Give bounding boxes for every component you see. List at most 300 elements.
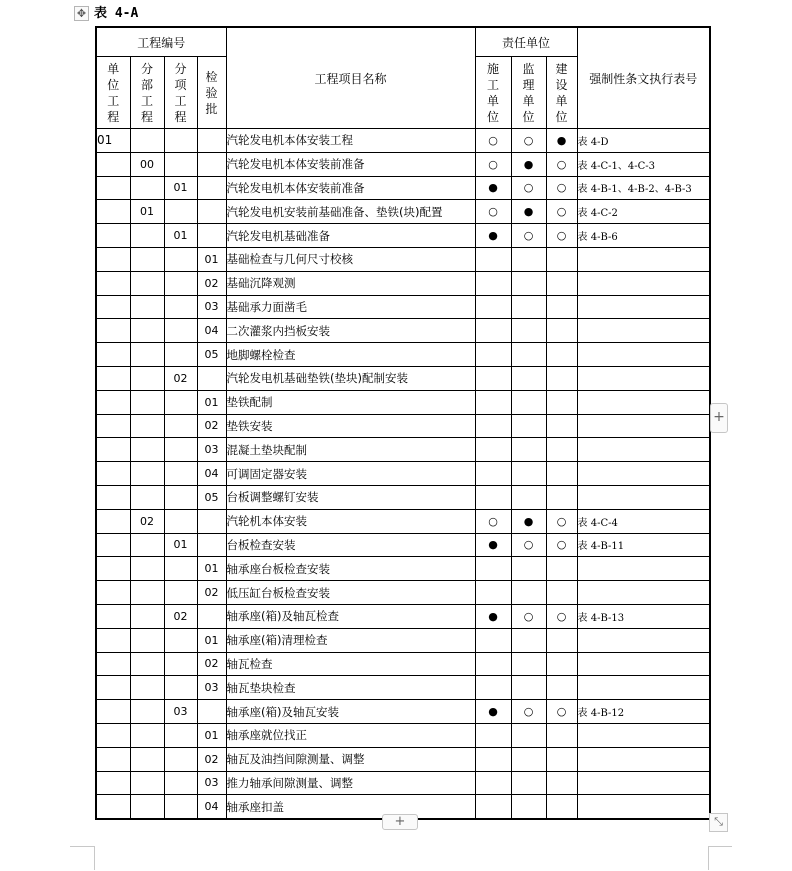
table-resize-handle[interactable] [709,813,728,832]
cell-owner-mark [546,747,577,771]
cell-supervision-mark [511,319,546,343]
cell-batch: 02 [197,581,226,605]
cell-item: 01 [164,176,197,200]
cell-name: 可调固定器安装 [226,462,475,486]
cell-batch: 05 [197,343,226,367]
cell-supervision-mark [511,247,546,271]
cell-owner-mark [546,795,577,819]
cell-supervision-mark [511,581,546,605]
cell-batch [197,200,226,224]
cell-construction-mark [475,628,511,652]
cell-unit [96,390,130,414]
cell-sub [130,319,164,343]
cell-unit [96,366,130,390]
cell-supervision-mark [511,747,546,771]
cell-supervision-mark [511,462,546,486]
cell-supervision-mark [511,557,546,581]
cell-unit [96,557,130,581]
cell-construction-mark [475,485,511,509]
cell-name: 轴瓦检查 [226,652,475,676]
cell-supervision-mark [511,390,546,414]
cell-sub [130,414,164,438]
cell-name: 推力轴承间隙测量、调整 [226,771,475,795]
cell-unit [96,604,130,628]
cell-batch: 02 [197,271,226,295]
cell-sub [130,795,164,819]
cell-code [577,295,710,319]
cell-sub: 00 [130,152,164,176]
cell-construction-mark: ● [475,700,511,724]
cell-item [164,557,197,581]
cell-sub [130,247,164,271]
header-item-project: 分项工程 [164,57,197,129]
cell-code [577,438,710,462]
cell-name: 汽轮发电机安装前基础准备、垫铁(块)配置 [226,200,475,224]
cell-code [577,414,710,438]
table-row [96,176,710,200]
cell-code: 表 4-B-6 [577,224,710,248]
cell-unit [96,319,130,343]
cell-construction-mark [475,795,511,819]
cell-supervision-mark [511,295,546,319]
cell-owner-mark: ○ [546,509,577,533]
cell-construction-mark [475,390,511,414]
cell-batch: 01 [197,628,226,652]
cell-construction-mark: ● [475,533,511,557]
cell-name: 二次灌浆内挡板安装 [226,319,475,343]
cell-construction-mark: ○ [475,129,511,153]
cell-supervision-mark [511,271,546,295]
cell-batch: 01 [197,557,226,581]
cell-item [164,271,197,295]
table-move-handle[interactable] [74,6,89,21]
cell-construction-mark [475,462,511,486]
table-row [96,295,710,319]
cell-code: 表 4-B-12 [577,700,710,724]
header-unit-project: 单位工程 [96,57,130,129]
cell-name: 轴瓦垫块检查 [226,676,475,700]
cell-owner-mark [546,271,577,295]
table-row [96,462,710,486]
cell-code [577,271,710,295]
cell-batch [197,533,226,557]
cell-unit [96,676,130,700]
cell-construction-mark [475,247,511,271]
cell-batch: 03 [197,771,226,795]
page-corner-mark [70,846,94,871]
cell-code [577,390,710,414]
cell-supervision-mark [511,414,546,438]
table-row [96,366,710,390]
cell-unit [96,247,130,271]
cell-name: 台板调整螺钉安装 [226,485,475,509]
cell-sub [130,343,164,367]
cell-unit [96,414,130,438]
cell-owner-mark [546,295,577,319]
cell-construction-mark [475,295,511,319]
cell-code: 表 4-C-1、4-C-3 [577,152,710,176]
cell-construction-mark [475,771,511,795]
cell-name: 基础沉降观测 [226,271,475,295]
cell-item [164,343,197,367]
page-corner-mark [708,846,732,871]
cell-sub [130,723,164,747]
cell-owner-mark: ○ [546,700,577,724]
cell-code [577,485,710,509]
cell-supervision-mark: ○ [511,700,546,724]
cell-unit [96,700,130,724]
cell-supervision-mark [511,676,546,700]
cell-item [164,462,197,486]
cell-unit [96,224,130,248]
cell-construction-mark [475,343,511,367]
table-row [96,652,710,676]
header-mandatory-code: 强制性条文执行表号 [577,27,710,129]
cell-code [577,557,710,581]
cell-sub [130,581,164,605]
cell-code: 表 4-C-2 [577,200,710,224]
cell-supervision-mark [511,366,546,390]
cell-sub [130,533,164,557]
cell-batch: 03 [197,295,226,319]
cell-name: 台板检查安装 [226,533,475,557]
cell-sub [130,700,164,724]
cell-code [577,723,710,747]
cell-batch: 02 [197,414,226,438]
table-row [96,604,710,628]
cell-item [164,390,197,414]
cell-unit [96,271,130,295]
cell-name: 地脚螺栓检查 [226,343,475,367]
cell-item [164,295,197,319]
cell-owner-mark [546,414,577,438]
cell-owner-mark [546,247,577,271]
cell-batch: 01 [197,723,226,747]
cell-name: 轴承座(箱)及轴瓦检查 [226,604,475,628]
cell-name: 汽轮机本体安装 [226,509,475,533]
cell-supervision-mark [511,771,546,795]
cell-code [577,628,710,652]
cell-name: 汽轮发电机本体安装前准备 [226,152,475,176]
cell-sub [130,557,164,581]
cell-supervision-mark [511,652,546,676]
cell-unit [96,200,130,224]
cell-name: 轴承座就位找正 [226,723,475,747]
cell-item [164,129,197,153]
cell-construction-mark [475,438,511,462]
table-row [96,581,710,605]
cell-batch: 04 [197,319,226,343]
cell-supervision-mark: ○ [511,129,546,153]
cell-owner-mark [546,628,577,652]
cell-supervision-mark [511,485,546,509]
cell-supervision-mark [511,343,546,367]
cell-code [577,343,710,367]
cell-item [164,509,197,533]
cell-unit [96,438,130,462]
table-row [96,747,710,771]
cell-construction-mark: ○ [475,200,511,224]
cell-owner-mark [546,652,577,676]
cell-construction-mark [475,723,511,747]
cell-name: 轴承座(箱)及轴瓦安装 [226,700,475,724]
cell-sub [130,224,164,248]
add-row-button[interactable] [382,814,418,830]
cell-owner-mark [546,676,577,700]
cell-sub [130,390,164,414]
cell-supervision-mark: ● [511,200,546,224]
cell-owner-mark [546,343,577,367]
table-row [96,271,710,295]
table-row [96,533,710,557]
header-inspection-batch: 检验批 [197,57,226,129]
cell-owner-mark [546,462,577,486]
cell-supervision-mark [511,438,546,462]
add-column-button[interactable] [710,403,728,433]
cell-construction-mark: ○ [475,509,511,533]
header-project-number: 工程编号 [96,27,226,57]
header-project-name: 工程项目名称 [226,27,475,129]
cell-batch [197,700,226,724]
cell-owner-mark: ○ [546,200,577,224]
cell-name: 汽轮发电机本体安装前准备 [226,176,475,200]
cell-supervision-mark: ● [511,509,546,533]
cell-item [164,652,197,676]
cell-owner-mark [546,771,577,795]
cell-item [164,438,197,462]
cell-sub [130,676,164,700]
cell-supervision-mark: ○ [511,224,546,248]
cell-supervision-mark: ● [511,152,546,176]
cell-construction-mark: ○ [475,152,511,176]
cell-unit [96,509,130,533]
cell-owner-mark [546,438,577,462]
table-row [96,152,710,176]
table-row [96,509,710,533]
cell-item [164,628,197,652]
cell-construction-mark: ● [475,224,511,248]
table-row [96,557,710,581]
cell-code: 表 4-B-1、4-B-2、4-B-3 [577,176,710,200]
cell-sub [130,485,164,509]
cell-code [577,795,710,819]
cell-batch [197,176,226,200]
engineering-items-table [95,26,711,820]
cell-code: 表 4-B-13 [577,604,710,628]
cell-name: 垫铁安装 [226,414,475,438]
cell-item: 01 [164,224,197,248]
cell-owner-mark: ● [546,129,577,153]
cell-construction-mark [475,557,511,581]
cell-owner-mark: ○ [546,533,577,557]
table-row [96,390,710,414]
cell-sub: 01 [130,200,164,224]
cell-code [577,747,710,771]
cell-item [164,319,197,343]
move-arrows-icon: ✥ [76,7,87,20]
cell-batch: 02 [197,747,226,771]
cell-unit [96,581,130,605]
cell-batch: 03 [197,676,226,700]
cell-construction-mark [475,747,511,771]
cell-name: 轴瓦及油挡间隙测量、调整 [226,747,475,771]
cell-code [577,319,710,343]
cell-owner-mark: ○ [546,604,577,628]
cell-unit [96,343,130,367]
cell-code [577,247,710,271]
table-row [96,414,710,438]
cell-unit [96,628,130,652]
plus-icon: + [394,814,406,829]
table-row [96,485,710,509]
cell-item [164,723,197,747]
cell-owner-mark [546,557,577,581]
cell-sub [130,271,164,295]
cell-unit [96,533,130,557]
cell-item [164,747,197,771]
cell-name: 轴承座台板检查安装 [226,557,475,581]
header-responsible-unit: 责任单位 [475,27,577,57]
cell-batch [197,366,226,390]
cell-name: 垫铁配制 [226,390,475,414]
cell-batch: 05 [197,485,226,509]
cell-sub [130,438,164,462]
cell-name: 轴承座扣盖 [226,795,475,819]
cell-code [577,366,710,390]
header-construction-unit: 施工单位 [475,57,511,129]
cell-sub [130,628,164,652]
cell-owner-mark [546,390,577,414]
cell-batch [197,224,226,248]
header-owner-unit: 建设单位 [546,57,577,129]
table-row [96,224,710,248]
cell-unit [96,176,130,200]
cell-sub: 02 [130,509,164,533]
cell-code: 表 4-D [577,129,710,153]
cell-construction-mark [475,319,511,343]
cell-batch: 04 [197,795,226,819]
cell-batch: 03 [197,438,226,462]
cell-construction-mark [475,676,511,700]
cell-name: 汽轮发电机基础垫铁(垫块)配制安装 [226,366,475,390]
cell-owner-mark: ○ [546,152,577,176]
cell-construction-mark: ● [475,176,511,200]
cell-batch [197,129,226,153]
cell-sub [130,771,164,795]
cell-owner-mark [546,366,577,390]
cell-construction-mark [475,581,511,605]
cell-supervision-mark: ○ [511,176,546,200]
cell-code [577,771,710,795]
table-row [96,700,710,724]
cell-owner-mark [546,723,577,747]
cell-name: 汽轮发电机基础准备 [226,224,475,248]
cell-construction-mark [475,366,511,390]
table-row [96,771,710,795]
table-row [96,319,710,343]
cell-item [164,200,197,224]
cell-item: 02 [164,604,197,628]
cell-supervision-mark [511,723,546,747]
cell-batch: 04 [197,462,226,486]
cell-item: 03 [164,700,197,724]
cell-owner-mark: ○ [546,176,577,200]
table-row [96,129,710,153]
cell-batch [197,152,226,176]
cell-sub [130,295,164,319]
cell-unit [96,462,130,486]
cell-name: 基础承力面凿毛 [226,295,475,319]
cell-unit [96,723,130,747]
table-row [96,628,710,652]
cell-construction-mark [475,414,511,438]
cell-item: 01 [164,533,197,557]
cell-sub [130,366,164,390]
cell-batch: 02 [197,652,226,676]
plus-icon: + [713,409,725,425]
cell-item [164,414,197,438]
cell-supervision-mark: ○ [511,604,546,628]
table-row [96,247,710,271]
cell-sub [130,747,164,771]
cell-item [164,676,197,700]
cell-name: 混凝土垫块配制 [226,438,475,462]
cell-sub [130,129,164,153]
cell-batch [197,604,226,628]
cell-owner-mark: ○ [546,224,577,248]
cell-code [577,652,710,676]
cell-construction-mark: ● [475,604,511,628]
cell-unit [96,795,130,819]
cell-name: 基础检查与几何尺寸校核 [226,247,475,271]
cell-owner-mark [546,581,577,605]
cell-code [577,462,710,486]
cell-supervision-mark [511,795,546,819]
cell-sub [130,176,164,200]
table-row [96,723,710,747]
cell-unit: 01 [96,129,130,153]
cell-unit [96,771,130,795]
cell-unit [96,485,130,509]
cell-item [164,247,197,271]
table-row [96,676,710,700]
cell-construction-mark [475,271,511,295]
cell-code: 表 4-C-4 [577,509,710,533]
cell-supervision-mark: ○ [511,533,546,557]
table-row [96,343,710,367]
cell-sub [130,604,164,628]
cell-item [164,581,197,605]
cell-supervision-mark [511,628,546,652]
cell-item [164,152,197,176]
cell-code [577,581,710,605]
cell-sub [130,652,164,676]
resize-diagonal-icon: ⤡ [714,815,723,828]
cell-item [164,485,197,509]
cell-batch: 01 [197,247,226,271]
cell-code: 表 4-B-11 [577,533,710,557]
table-title: 表 4-A [94,6,139,21]
cell-batch [197,509,226,533]
cell-owner-mark [546,485,577,509]
cell-unit [96,747,130,771]
cell-name: 汽轮发电机本体安装工程 [226,129,475,153]
cell-name: 轴承座(箱)清理检查 [226,628,475,652]
cell-code [577,676,710,700]
cell-sub [130,462,164,486]
header-supervision-unit: 监理单位 [511,57,546,129]
cell-unit [96,295,130,319]
